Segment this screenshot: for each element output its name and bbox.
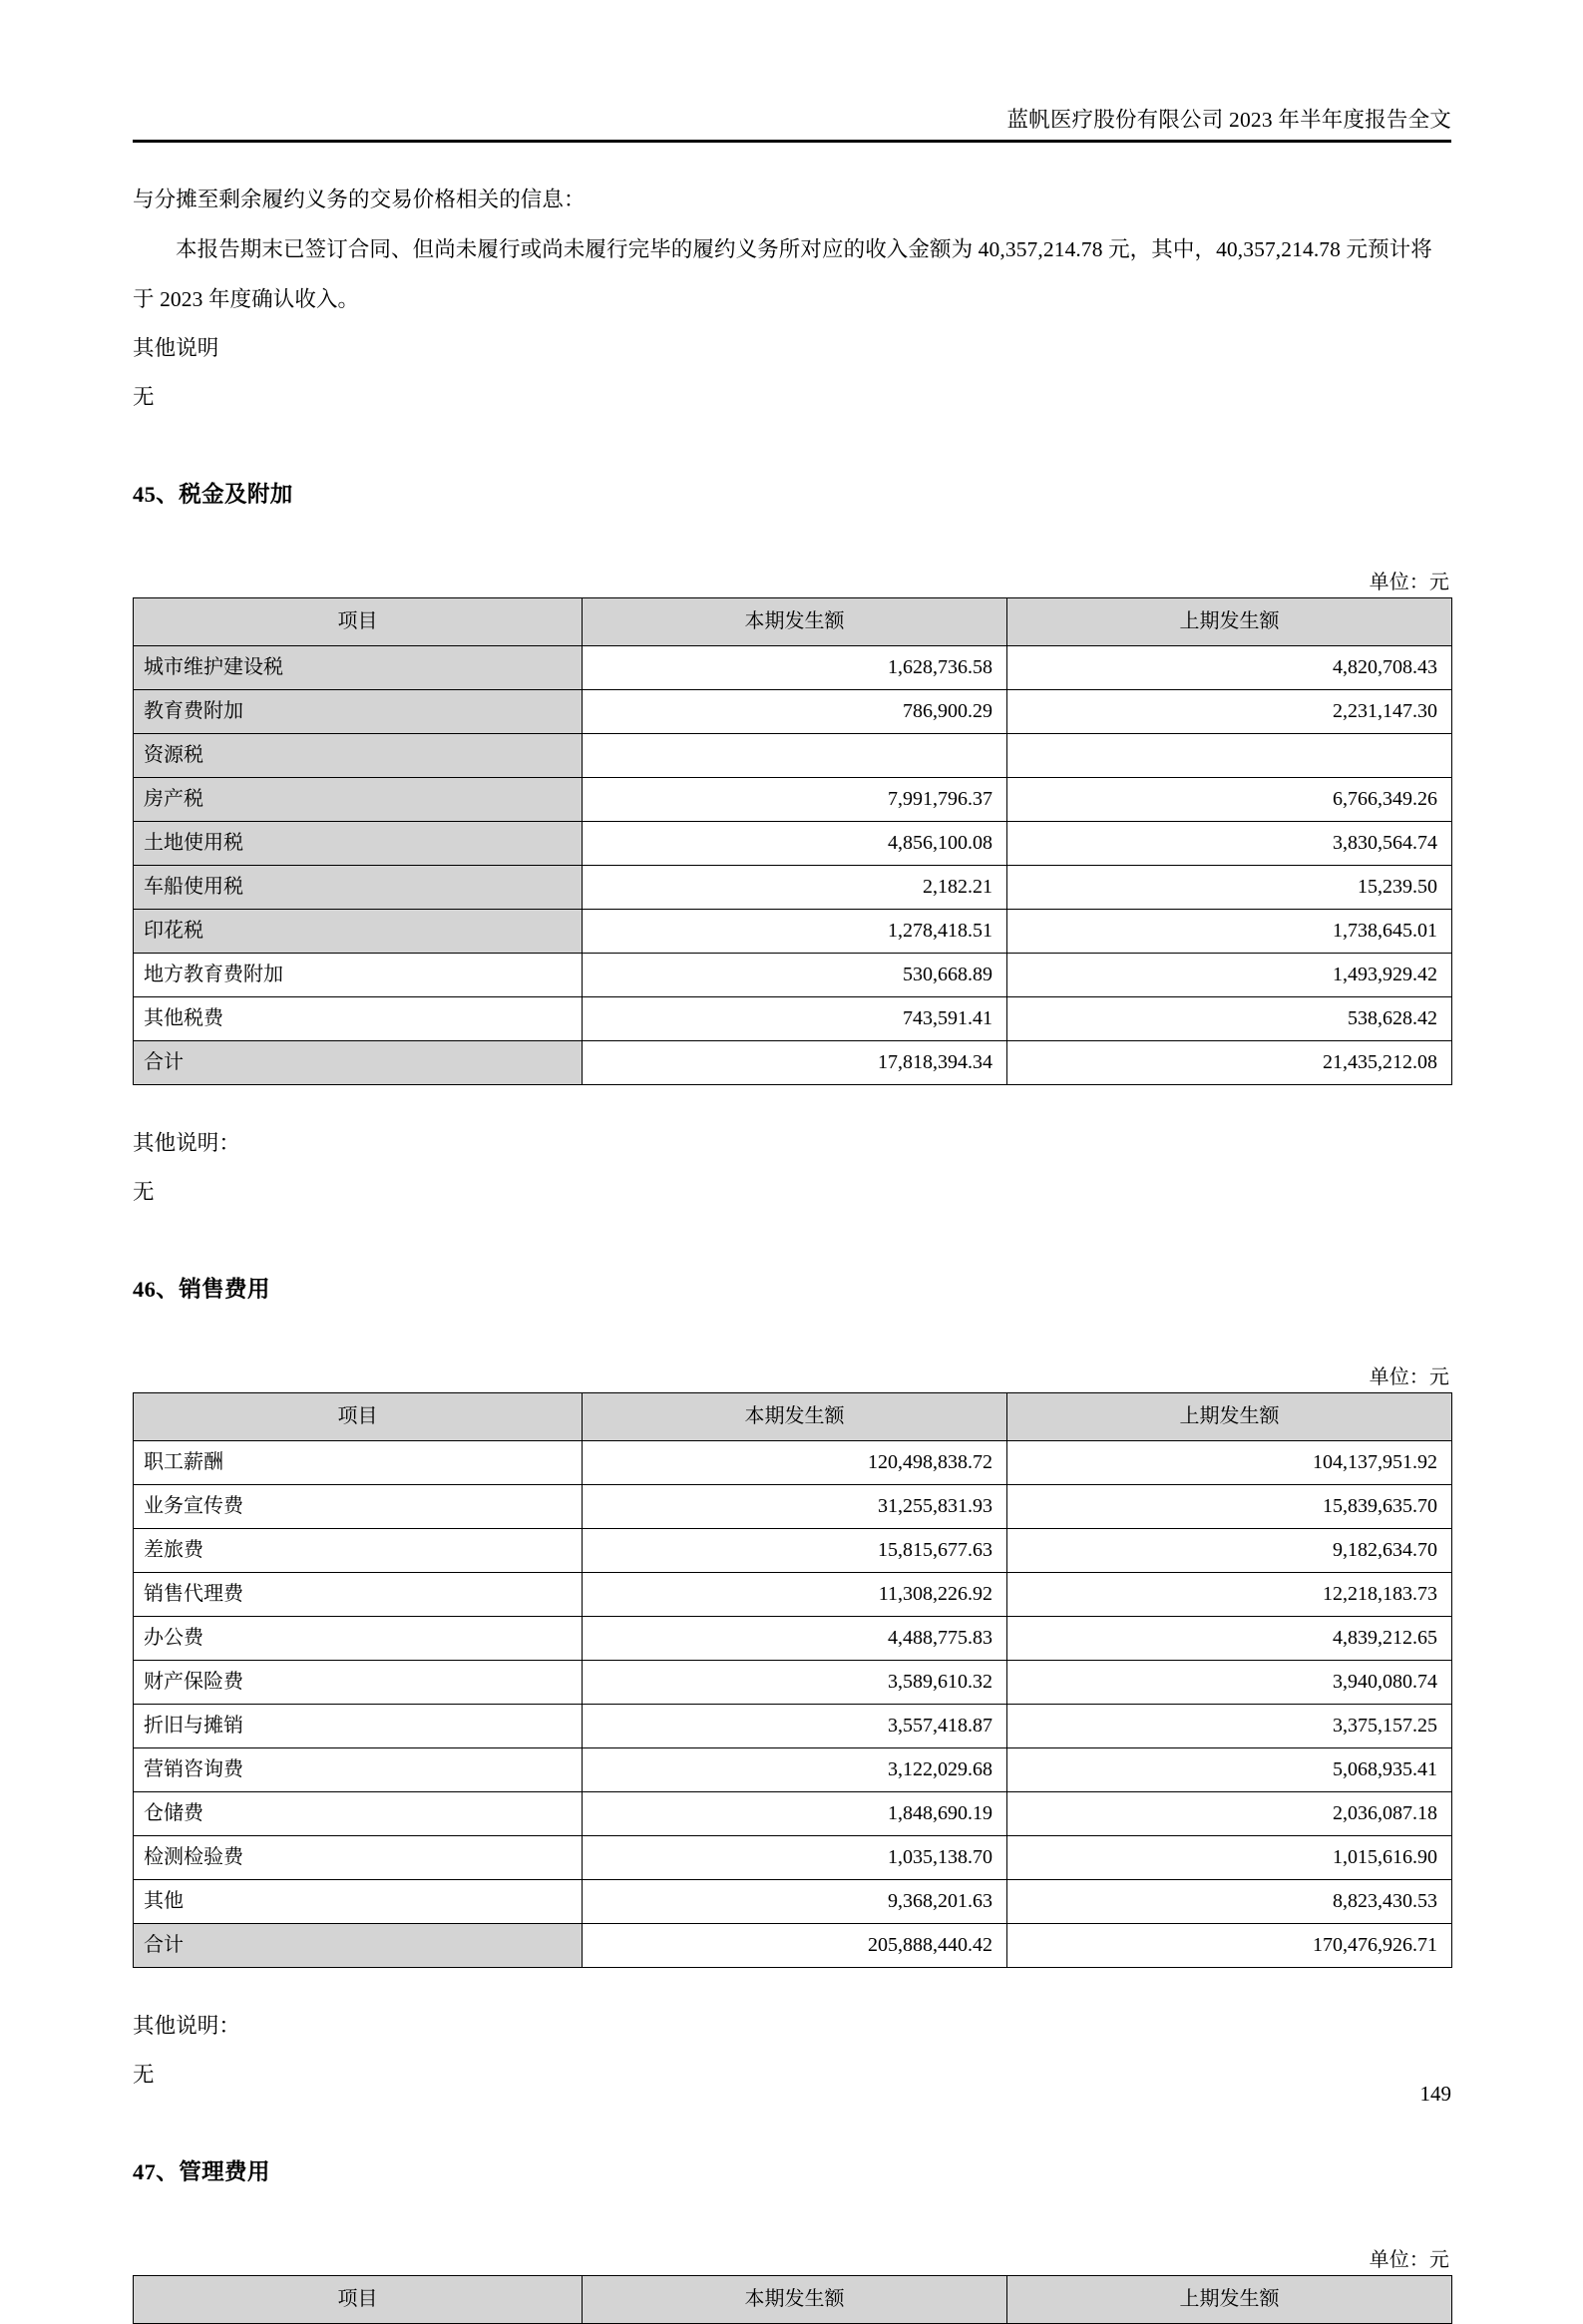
cell-item: 营销咨询费	[134, 1748, 583, 1792]
cell-current-amount: 1,035,138.70	[583, 1836, 1007, 1880]
cell-current-amount: 3,557,418.87	[583, 1705, 1007, 1748]
cell-previous-amount: 12,218,183.73	[1007, 1573, 1452, 1617]
cell-current-amount: 15,815,677.63	[583, 1529, 1007, 1573]
table-row	[134, 910, 1452, 954]
cell-current-amount	[583, 734, 1007, 778]
unit-label-45: 单位：元	[1369, 572, 1449, 593]
cell-item: 职工薪酬	[134, 1441, 583, 1485]
table-row	[134, 646, 1452, 690]
column-header-item: 项目	[134, 2276, 583, 2324]
table-row	[134, 954, 1452, 997]
cell-previous-amount: 3,940,080.74	[1007, 1661, 1452, 1705]
table-selling-expenses	[133, 1392, 1452, 1968]
cell-previous-amount: 21,435,212.08	[1007, 1041, 1452, 1085]
section-title-47: 47、管理费用	[133, 2159, 270, 2184]
cell-previous-amount: 8,823,430.53	[1007, 1880, 1452, 1924]
table-header-row	[134, 1393, 1452, 1441]
cell-previous-amount: 6,766,349.26	[1007, 778, 1452, 822]
cell-current-amount: 31,255,831.93	[583, 1485, 1007, 1529]
cell-previous-amount: 1,493,929.42	[1007, 954, 1452, 997]
table-body	[134, 646, 1452, 1085]
cell-previous-amount: 2,231,147.30	[1007, 690, 1452, 734]
cell-previous-amount: 170,476,926.71	[1007, 1924, 1452, 1968]
cell-item: 检测检验费	[134, 1836, 583, 1880]
running-header: 蓝帆医疗股份有限公司 2023 年半年度报告全文	[1006, 108, 1451, 132]
cell-item: 折旧与摊销	[134, 1705, 583, 1748]
cell-current-amount: 530,668.89	[583, 954, 1007, 997]
cell-previous-amount: 538,628.42	[1007, 997, 1452, 1041]
cell-item: 财产保险费	[134, 1661, 583, 1705]
cell-previous-amount: 5,068,935.41	[1007, 1748, 1452, 1792]
cell-previous-amount: 15,239.50	[1007, 866, 1452, 910]
spacer	[133, 422, 1451, 478]
cell-previous-amount: 9,182,634.70	[1007, 1529, 1452, 1573]
table-taxes-and-surcharges	[133, 597, 1452, 1085]
table-row	[134, 690, 1452, 734]
spacer	[133, 512, 1451, 568]
table-row	[134, 778, 1452, 822]
page-content	[133, 176, 1451, 2324]
table-row	[134, 1661, 1452, 1705]
cell-current-amount: 3,122,029.68	[583, 1748, 1007, 1792]
cell-previous-amount: 1,015,616.90	[1007, 1836, 1452, 1880]
cell-current-amount: 4,856,100.08	[583, 822, 1007, 866]
table-row	[134, 1529, 1452, 1573]
cell-item: 差旅费	[134, 1529, 583, 1573]
column-header-previous: 上期发生额	[1007, 598, 1452, 646]
cell-item: 仓储费	[134, 1792, 583, 1836]
cell-current-amount: 786,900.29	[583, 690, 1007, 734]
cell-current-amount: 2,182.21	[583, 866, 1007, 910]
cell-current-amount: 7,991,796.37	[583, 778, 1007, 822]
table-row	[134, 997, 1452, 1041]
table-row	[134, 1041, 1452, 1085]
spacer	[133, 1085, 1451, 1119]
table-row	[134, 866, 1452, 910]
table-row	[134, 1441, 1452, 1485]
cell-current-amount: 9,368,201.63	[583, 1880, 1007, 1924]
unit-label-47: 单位：元	[1369, 2249, 1449, 2271]
spacer	[133, 2100, 1451, 2155]
table-header-row	[134, 2276, 1452, 2324]
table-row	[134, 1924, 1452, 1968]
section-46-after-note-label: 其他说明：	[133, 2014, 241, 2038]
cell-item: 合计	[134, 1041, 583, 1085]
section-title-45: 45、税金及附加	[133, 482, 293, 507]
cell-item: 教育费附加	[134, 690, 583, 734]
cell-previous-amount: 2,036,087.18	[1007, 1792, 1452, 1836]
cell-current-amount: 3,589,610.32	[583, 1661, 1007, 1705]
spacer	[133, 1968, 1451, 2002]
table-header-row	[134, 598, 1452, 646]
table-row	[134, 1836, 1452, 1880]
cell-item: 办公费	[134, 1617, 583, 1661]
cell-previous-amount	[1007, 734, 1452, 778]
cell-current-amount: 17,818,394.34	[583, 1041, 1007, 1085]
page-number: 149	[1419, 2082, 1451, 2106]
column-header-current: 本期发生额	[583, 598, 1007, 646]
cell-item: 印花税	[134, 910, 583, 954]
cell-current-amount: 11,308,226.92	[583, 1573, 1007, 1617]
cell-item: 土地使用税	[134, 822, 583, 866]
cell-item: 其他	[134, 1880, 583, 1924]
table-row	[134, 822, 1452, 866]
cell-previous-amount: 3,830,564.74	[1007, 822, 1452, 866]
intro-other-note-label: 其他说明	[133, 336, 219, 360]
table-row	[134, 1748, 1452, 1792]
cell-current-amount: 4,488,775.83	[583, 1617, 1007, 1661]
table-row	[134, 734, 1452, 778]
table-row	[134, 1485, 1452, 1529]
cell-current-amount: 120,498,838.72	[583, 1441, 1007, 1485]
section-46-after-note-value: 无	[133, 2063, 155, 2087]
table-row	[134, 1573, 1452, 1617]
section-title-46: 46、销售费用	[133, 1277, 270, 1302]
table-body	[134, 1441, 1452, 1968]
cell-previous-amount: 104,137,951.92	[1007, 1441, 1452, 1485]
table-row	[134, 1705, 1452, 1748]
column-header-current: 本期发生额	[583, 1393, 1007, 1441]
cell-item: 城市维护建设税	[134, 646, 583, 690]
spacer	[133, 2189, 1451, 2245]
cell-item: 地方教育费附加	[134, 954, 583, 997]
header-divider	[133, 140, 1451, 143]
unit-label-46: 单位：元	[1369, 1366, 1449, 1388]
spacer	[133, 1307, 1451, 1362]
cell-current-amount: 205,888,440.42	[583, 1924, 1007, 1968]
table-administrative-expenses	[133, 2275, 1452, 2324]
intro-other-note-value: 无	[133, 385, 155, 409]
cell-item: 合计	[134, 1924, 583, 1968]
column-header-previous: 上期发生额	[1007, 2276, 1452, 2324]
table-row	[134, 1617, 1452, 1661]
cell-previous-amount: 3,375,157.25	[1007, 1705, 1452, 1748]
cell-item: 业务宣传费	[134, 1485, 583, 1529]
intro-paragraph: 本报告期末已签订合同、但尚未履行或尚未履行完毕的履约义务所对应的收入金额为 40,357,214.78 元，其中，40,357,214.78 元预计将于 2023 年度确认收入。	[133, 237, 1432, 311]
cell-previous-amount: 4,820,708.43	[1007, 646, 1452, 690]
cell-item: 房产税	[134, 778, 583, 822]
cell-current-amount: 1,848,690.19	[583, 1792, 1007, 1836]
table-row	[134, 1792, 1452, 1836]
cell-previous-amount: 4,839,212.65	[1007, 1617, 1452, 1661]
table-row	[134, 1880, 1452, 1924]
cell-item: 资源税	[134, 734, 583, 778]
cell-previous-amount: 1,738,645.01	[1007, 910, 1452, 954]
section-45-after-note-value: 无	[133, 1180, 155, 1204]
column-header-item: 项目	[134, 598, 583, 646]
cell-item: 车船使用税	[134, 866, 583, 910]
cell-current-amount: 1,278,418.51	[583, 910, 1007, 954]
intro-lead: 与分摊至剩余履约义务的交易价格相关的信息：	[133, 188, 586, 211]
cell-item: 销售代理费	[134, 1573, 583, 1617]
column-header-previous: 上期发生额	[1007, 1393, 1452, 1441]
cell-current-amount: 743,591.41	[583, 997, 1007, 1041]
cell-current-amount: 1,628,736.58	[583, 646, 1007, 690]
cell-item: 其他税费	[134, 997, 583, 1041]
spacer	[133, 1217, 1451, 1273]
section-45-after-note-label: 其他说明：	[133, 1131, 241, 1155]
column-header-current: 本期发生额	[583, 2276, 1007, 2324]
cell-previous-amount: 15,839,635.70	[1007, 1485, 1452, 1529]
column-header-item: 项目	[134, 1393, 583, 1441]
